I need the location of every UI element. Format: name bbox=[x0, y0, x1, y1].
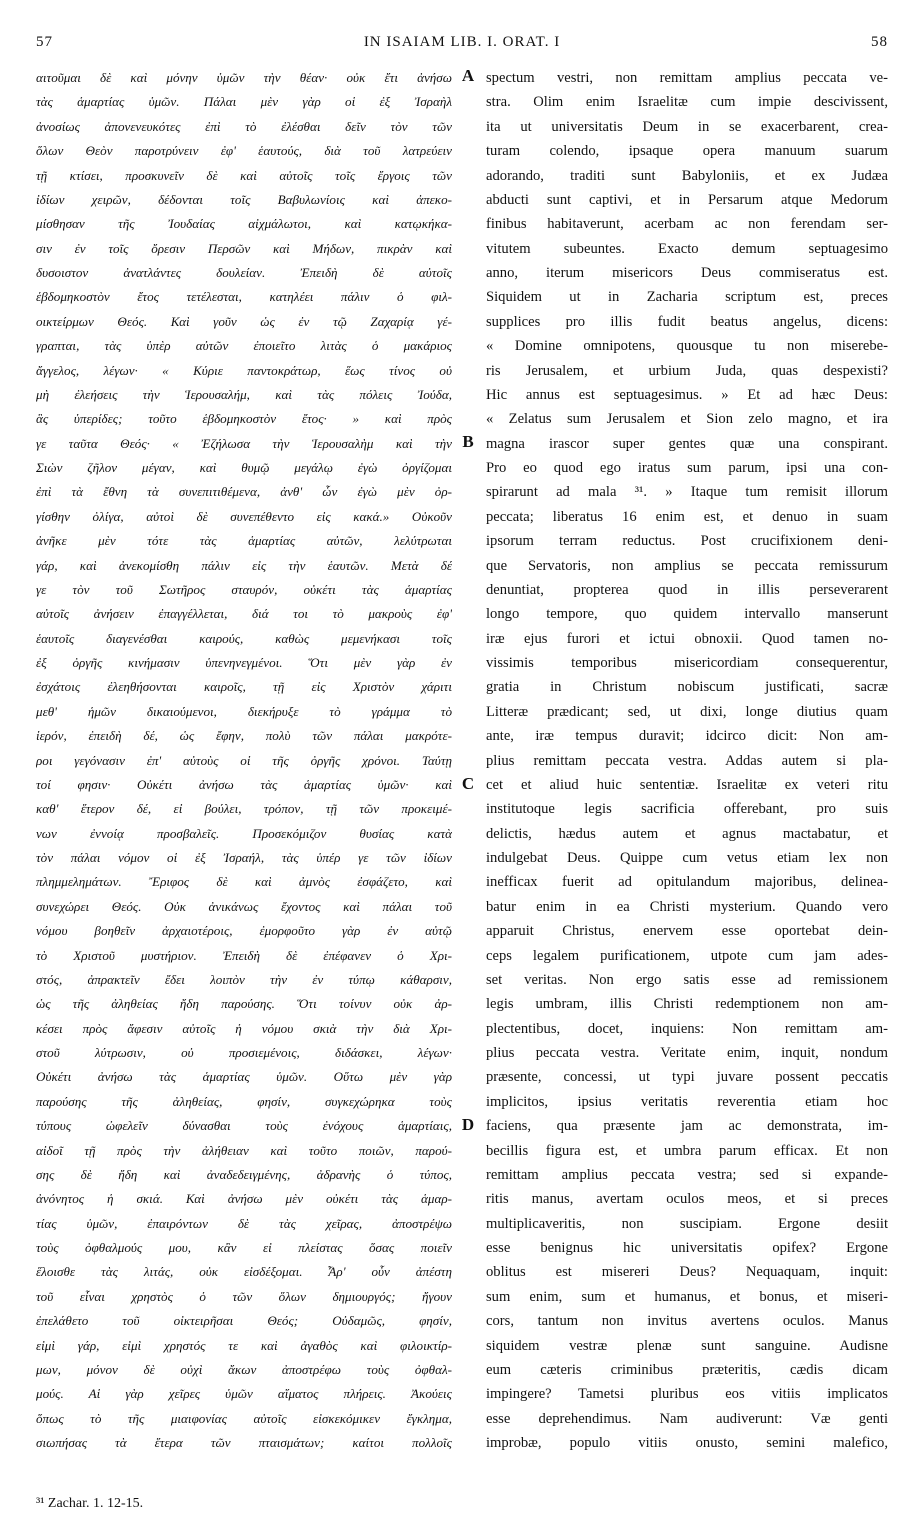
latin-text-line: multiplicaveritis, non suscipiam. Ergone desiit bbox=[486, 1215, 888, 1232]
latin-text-line: præsente, concessi, ut typi juvare possent peccatis bbox=[486, 1069, 888, 1086]
latin-text-line: sum enim, sum et humanus, et bonus, et miseri- bbox=[486, 1288, 888, 1305]
latin-text-line: plius peccata vestra. Veritate enim, inquit, nondum bbox=[486, 1045, 888, 1061]
latin-text-line: magna irascor super gentes quæ una conspirant. bbox=[486, 435, 888, 452]
latin-text-line: plectentibus, docet, inquiens: Non remittam am- bbox=[486, 1020, 888, 1037]
greek-text-line: γίσθην ὀλίγα, αὐτοὶ δὲ συνεπέθεντο εἰς κακά.» Οὐκοῦν bbox=[36, 508, 452, 524]
greek-column bbox=[36, 66, 452, 1455]
greek-text-line: μούς. Αἱ γὰρ χεῖρες ὑμῶν αἵματος πλήρεις. Ἀκούεις bbox=[36, 1386, 452, 1402]
greek-text-line: τοὺς ὀφθαλμούς μου, κἂν εἰ πλείστας ὅσας ποιεῖν bbox=[36, 1240, 452, 1255]
greek-text-line: μίσθησαν τῆς Ἰουδαίας αἰχμάλωτοι, καὶ κατῳκήκα- bbox=[36, 216, 452, 232]
latin-text-line: legis umbram, illis Christi redemptionem non am- bbox=[486, 996, 888, 1013]
page-number-left: 57 bbox=[36, 34, 53, 50]
greek-text-line: νων ἐννοίᾳ προσβαλεῖς. Προσεκόμιζον θυσίας κατὰ bbox=[36, 825, 452, 841]
latin-text-line: improbæ, populo vitiis onusto, semini malefico, bbox=[486, 1435, 888, 1451]
greek-text-line: σης δὲ ἤδη καὶ ἀναδεδειγμένης, ἀδρανὴς ὁ τύπος, bbox=[36, 1166, 452, 1182]
latin-text-line: becillis figura est, et umbra parum efficax. Et non bbox=[486, 1142, 888, 1159]
greek-text-line: ἐπελάθετο τοῦ οἰκτειρῆσαι Θεός; Οὐδαμῶς, φησίν, bbox=[36, 1313, 452, 1329]
latin-text-line: esse benignus hic universitatis opifex? Ergone bbox=[486, 1240, 888, 1256]
latin-text-line: remittam amplius peccata vestra; sed si expande- bbox=[486, 1166, 888, 1183]
latin-text-line: ritis manus, avertam oculos meos, et si preces bbox=[486, 1191, 888, 1208]
greek-text-line: σιωπήσας τὰ ἕτερα τῶν πταισμάτων; καίτοι πολλοῖς bbox=[36, 1435, 452, 1450]
running-header bbox=[36, 34, 888, 64]
latin-text-line: spirarunt ad mala ³¹. » Itaque tum remisit illorum bbox=[486, 484, 888, 501]
latin-text-line: institutoque legis sacrificia offerebant, pro suis bbox=[486, 801, 888, 818]
latin-text-line: anno, iterum misericors Deus commiseratus est. bbox=[486, 265, 888, 281]
greek-text-line: ροι γεγόνασιν ἐπ' αὐτοὺς οἱ τῆς ὀργῆς χρόνοι. Ταύτῃ bbox=[36, 752, 452, 768]
greek-text-line: στός, ἀπρακτεῖν ἔδει λοιπὸν τὴν ἐν τύπῳ κάθαρσιν, bbox=[36, 971, 452, 987]
latin-text-line: siquidem vestræ plenæ sunt sanguine. Audisne bbox=[486, 1337, 888, 1354]
latin-text-line: adorando, traditi sunt Babyloniis, et ex Judæa bbox=[486, 167, 888, 184]
latin-text-line: indulgebat Deus. Quippe cum vetus etiam lex non bbox=[486, 850, 888, 866]
greek-text-line: ἑβδομηκοστὸν ἔτος τετέλεσται, κατηλέει πάλιν ὁ φιλ- bbox=[36, 289, 452, 305]
greek-text-line: τῇ κτίσει, προσκυνεῖν δὲ καὶ αὐτοῖς τοῖς ἔργοις τῶν bbox=[36, 167, 452, 183]
greek-text-line: στοῦ λύτρωσιν, οὐ προσιεμένοις, διδάσκει, λέγων· bbox=[36, 1045, 452, 1060]
latin-text-line: ita ut universitatis Deum in se exacerbarent, crea- bbox=[486, 118, 888, 135]
latin-text-line: impingere? Tametsi pluribus eos vitiis implicatos bbox=[486, 1386, 888, 1403]
greek-text-line: Οὐκέτι ἀνήσω τὰς ἁμαρτίας ὑμῶν. Οὕτω μὲν γὰρ bbox=[36, 1069, 452, 1085]
greek-text-line: εἰμὶ γάρ, εἰμὶ χρηστός τε καὶ ἀγαθὸς καὶ φιλοικτίρ- bbox=[36, 1337, 452, 1353]
latin-text-line: longo tempore, quo quidem intervallo manserunt bbox=[486, 606, 888, 623]
latin-text-line: stra. Olim enim Israelitæ cum impie descivissent, bbox=[486, 94, 888, 111]
margin-letter-a: A bbox=[461, 66, 475, 85]
greek-text-line: δυσοιστον ἀνατλάντες δουλείαν. Ἐπειδὴ δὲ αὐτοῖς bbox=[36, 265, 452, 280]
greek-text-line: γραπται, τὰς ὑπὲρ αὐτῶν ἐποιεῖτο λιτὰς ὁ μακάριος bbox=[36, 338, 452, 354]
latin-text-line: eum cæteris criminibus præteritis, cædis dicam bbox=[486, 1361, 888, 1378]
greek-text-line: ὡς τῆς ἀληθείας ἤδη παρούσης. Ὅτι τοίνυν οὐκ ἀρ- bbox=[36, 996, 452, 1012]
greek-text-line: ἀνοσίως ἀπονενευκότες ἐπὶ τὸ ἐλέσθαι δεῖν τὸν τῶν bbox=[36, 118, 452, 134]
greek-text-line: ἐσχάτοις ἐλεηθήσονται καιροῖς, τῇ εἰς Χριστὸν χάριτι bbox=[36, 679, 452, 695]
greek-text-line: καθ' ἕτερον δέ, εἰ βούλει, τρόπον, τῇ τῶν προκειμέ- bbox=[36, 801, 452, 817]
latin-text-line: ceps legalem purificationem, utpote cum jam ades- bbox=[486, 947, 888, 964]
greek-text-line: αὐτοῖς ἀνήσειν ἐπαγγέλλεται, διά τοι τὸ μακροὺς ἐφ' bbox=[36, 606, 452, 622]
greek-text-line: ἐξ ὀργῆς κινήμασιν ὑπενηνεγμένοι. Ὅτι μὲν γὰρ ἐν bbox=[36, 655, 452, 670]
page-number-right: 58 bbox=[871, 34, 888, 50]
greek-text-line: ἀνόνητος ἡ σκιά. Καὶ ἀνήσω μὲν οὐκέτι τὰς ἁμαρ- bbox=[36, 1191, 452, 1207]
greek-text-line: ὅπως τὸ τῆς μιαιφονίας αὐτοῖς εἰσκεκόμικεν ἔγκλημα, bbox=[36, 1410, 452, 1426]
latin-text-line: supplices pro illis fudit beatus angelus, dicens: bbox=[486, 313, 888, 330]
greek-text-line: τοί φησιν· Οὐκέτι ἀνήσω τὰς ἁμαρτίας ὑμῶν· καὶ bbox=[36, 776, 452, 792]
latin-text-line: delictis, hædus autem et agnus mactabatur, et bbox=[486, 825, 888, 842]
greek-text-line: τὸν πάλαι νόμον οἱ ἐξ Ἰσραήλ, τὰς ὑπέρ γε τῶν ἰδίων bbox=[36, 850, 452, 865]
latin-text-line: apparuit Christus, enervem esse oportebat dein- bbox=[486, 923, 888, 940]
greek-text-line: νόμου βοηθεῖν ἀρχαιοτέροις, ἐμορφοῦτο γὰρ ἐν αὐτῷ bbox=[36, 923, 452, 939]
footnote: ³¹ Zachar. 1. 12-15. bbox=[36, 1496, 144, 1511]
margin-letter-d: D bbox=[461, 1115, 475, 1134]
latin-column bbox=[486, 66, 888, 1455]
running-head: IN ISAIAM LIB. I. ORAT. I bbox=[363, 34, 561, 50]
greek-text-line: αἰδοῖ τῇ πρὸς τὴν ἀλήθειαν καὶ τοῦτο ποιῶν, παρού- bbox=[36, 1142, 452, 1158]
latin-text-line: ris Jerusalem, et urbium Juda, quas despexisti? bbox=[486, 362, 888, 379]
latin-text-line: spectum vestri, non remittam amplius peccata ve- bbox=[486, 70, 888, 86]
greek-text-line: τὰς ἁμαρτίας ὑμῶν. Πάλαι μὲν γὰρ οἱ ἐξ Ἰσραὴλ bbox=[36, 94, 452, 110]
greek-text-line: ἐπὶ τὰ ἔθνη τὰ συνεπιτιθέμενα, ἀνθ' ὧν ἐγὼ μὲν ὀρ- bbox=[36, 484, 452, 500]
greek-text-line: τὸ Χριστοῦ μυστήριον. Ἐπειδὴ δὲ ἐπέφανεν ὁ Χρι- bbox=[36, 947, 452, 963]
latin-text-line: « Zelatus sum Jerusalem et Sion zelo magno, et ira bbox=[486, 411, 888, 428]
latin-text-line: plius remittam peccata vestra. Addas autem si pla- bbox=[486, 752, 888, 769]
greek-text-line: πλημμελημάτων. Ἔριφος δὲ καὶ ἀμνὸς ἐσφάζετο, καὶ bbox=[36, 874, 452, 890]
latin-text-line: implicitos, ipsius veritatis reverentia etiam hoc bbox=[486, 1093, 888, 1110]
latin-text-line: batur enim in ea Christi mysterium. Quando vero bbox=[486, 898, 888, 915]
latin-text-line: que Servatoris, non amplius se peccata remissurum bbox=[486, 557, 888, 574]
latin-text-line: finibus habitaverunt, acerbam ac non ferendam ser- bbox=[486, 216, 888, 233]
greek-text-line: ἑαυτοῖς διαγενέσθαι καιρούς, καθὼς μεμενήκασι τοῖς bbox=[36, 630, 452, 646]
latin-text-line: Pro eo quod ego iratus sum parum, ipsi una con- bbox=[486, 460, 888, 476]
greek-text-line: κέσει πρὸς ἄφεσιν αὐτοῖς ἡ νόμου σκιὰ τὴν διὰ Χρι- bbox=[36, 1020, 452, 1036]
latin-text-line: gratia in Christum nobiscum justificati, sacræ bbox=[486, 679, 888, 696]
latin-text-line: set veritas. Non ergo satis esse ad remissionem bbox=[486, 971, 888, 988]
greek-text-line: συνεχώρει Θεός. Οὐκ ἀνικάνως ἔχοντος καὶ πάλαι τοῦ bbox=[36, 898, 452, 914]
greek-text-line: μεθ' ἡμῶν δικαιούμενοι, διεκήρυξε τὸ γράμμα τὸ bbox=[36, 703, 452, 719]
latin-text-line: ipsorum terram reductus. Post crucifixionem deni- bbox=[486, 533, 888, 550]
latin-text-line: ante, iræ tempus duravit; idcirco dicit: Non am- bbox=[486, 728, 888, 745]
greek-text-line: τοῦ εἶναι χρηστὸς ὁ τῶν ὅλων δημιουργός; ἤγουν bbox=[36, 1288, 452, 1304]
latin-text-line: vissimis temporibus misericordiam consequerentur, bbox=[486, 655, 888, 671]
greek-text-line: γάρ, καὶ ἀνεκομίσθη πάλιν εἰς τὴν ἑαυτῶν. Μετὰ δέ bbox=[36, 557, 452, 573]
latin-text-line: « Domine omnipotens, quousque tu non miserebe- bbox=[486, 338, 888, 355]
latin-text-line: peccata; liberatus 16 enim est, et denuo in suam bbox=[486, 508, 888, 525]
latin-text-line: cet et aliud huic sententiæ. Israelitæ ex veteri ritu bbox=[486, 776, 888, 793]
greek-text-line: αιτοῦμαι δὲ καὶ μόνην ὑμῶν τὴν θέαν· οὐκ ἔτι ἀνήσω bbox=[36, 70, 452, 85]
latin-text-line: esse deprehendimus. Nam audiverunt: Væ genti bbox=[486, 1410, 888, 1427]
latin-text-line: vitutem subeuntes. Exacto demum septuagesimo bbox=[486, 240, 888, 257]
latin-text-line: cors, tantum non invitus avertens oculos. Manus bbox=[486, 1313, 888, 1330]
greek-text-line: ἄγγελος, λέγων· « Κύριε παντοκράτωρ, ἕως τίνος οὐ bbox=[36, 362, 452, 378]
latin-text-line: faciens, qua præsente jam ac demonstrata, im- bbox=[486, 1118, 888, 1135]
greek-text-line: μων, μόνον δὲ οὐχὶ ἄκων ἀποστρέφω τοὺς ὀφθαλ- bbox=[36, 1361, 452, 1377]
greek-text-line: Σιὼν ζῆλον μέγαν, καὶ θυμῷ μεγάλῳ ἐγὼ ὀργίζομαι bbox=[36, 460, 452, 475]
greek-text-line: ἕλοισθε τὰς λιτάς, οὐκ εἰσδέξομαι. Ἆρ' οὖν ἀπέστη bbox=[36, 1264, 452, 1280]
greek-text-line: τύπους ὠφελεῖν δύνασθαι τοὺς ἐνόχους ἁμαρτίαις, bbox=[36, 1118, 452, 1134]
latin-text-line: abducti sunt captivi, et in Persarum atque Medorum bbox=[486, 191, 888, 208]
greek-text-line: ἱερόν, ἐπειδὴ δέ, ὡς ἔφην, πολὺ τῶν πάλαι μακρότε- bbox=[36, 728, 452, 744]
greek-text-line: παρούσης τῆς ἀληθείας, φησίν, συγκεχώρηκα τοὺς bbox=[36, 1093, 452, 1109]
latin-text-line: iræ ejus furori et ictui obnoxii. Quod tamen no- bbox=[486, 630, 888, 647]
greek-text-line: μὴ ἐλεήσεις τὴν Ἱερουσαλήμ, καὶ τὰς πόλεις Ἰούδα, bbox=[36, 386, 452, 402]
greek-text-line: γε ταῦτα Θεός· « Ἐζήλωσα τὴν Ἱερουσαλὴμ καὶ τὴν bbox=[36, 435, 452, 451]
greek-text-line: σιν ἐν τοῖς ὄρεσιν Περσῶν καὶ Μήδων, πικρὰν καὶ bbox=[36, 240, 452, 256]
latin-text-line: inefficax fuerit ad opitulandum majoribus, delinea- bbox=[486, 874, 888, 891]
greek-text-line: ἰδίων χειρῶν, δέδονται τοῖς Βαβυλωνίοις καὶ ἀπεκο- bbox=[36, 191, 452, 207]
latin-text-line: turam colendo, ipsaque opera manuum suarum bbox=[486, 143, 888, 160]
margin-letter-b: B bbox=[462, 432, 474, 451]
latin-text-line: Litteræ prædicant; sed, ut dixi, longe diutius quam bbox=[486, 703, 888, 720]
latin-text-line: oblitus est misereri Deus? Nequaquam, inquit: bbox=[486, 1264, 888, 1281]
greek-text-line: ἀνῆκε μὲν τότε τὰς ἁμαρτίας αὐτῶν, λελύτρωται bbox=[36, 533, 452, 549]
margin-letter-c: C bbox=[461, 774, 475, 793]
latin-text-line: denuntiat, propterea quod in illis perseverarent bbox=[486, 581, 888, 598]
latin-text-line: Hic annus est septuagesimus. » Et ad hæc Deus: bbox=[486, 386, 888, 403]
greek-text-line: οικτείρμων Θεός. Καὶ γοῦν ὡς ἐν τῷ Ζαχαρίᾳ γέ- bbox=[36, 313, 452, 329]
latin-text-line: Siquidem ut in Zacharia scriptum est, preces bbox=[486, 289, 888, 306]
greek-text-line: ὅλων Θεὸν παροτρύνειν ἐφ' ἑαυτούς, διὰ τοῦ λατρεύειν bbox=[36, 143, 452, 159]
greek-text-line: ἃς ὑπερίδες; τοῦτο ἑβδομηκοστὸν ἔτος· » καὶ πρὸς bbox=[36, 411, 452, 427]
greek-text-line: τίας ὑμῶν, ἐπαιρόντων δὲ τὰς χεῖρας, ἀποστρέψω bbox=[36, 1215, 452, 1231]
greek-text-line: γε τὸν τοῦ Σωτῆρος σταυρόν, οὐκέτι τὰς ἁμαρτίας bbox=[36, 581, 452, 597]
